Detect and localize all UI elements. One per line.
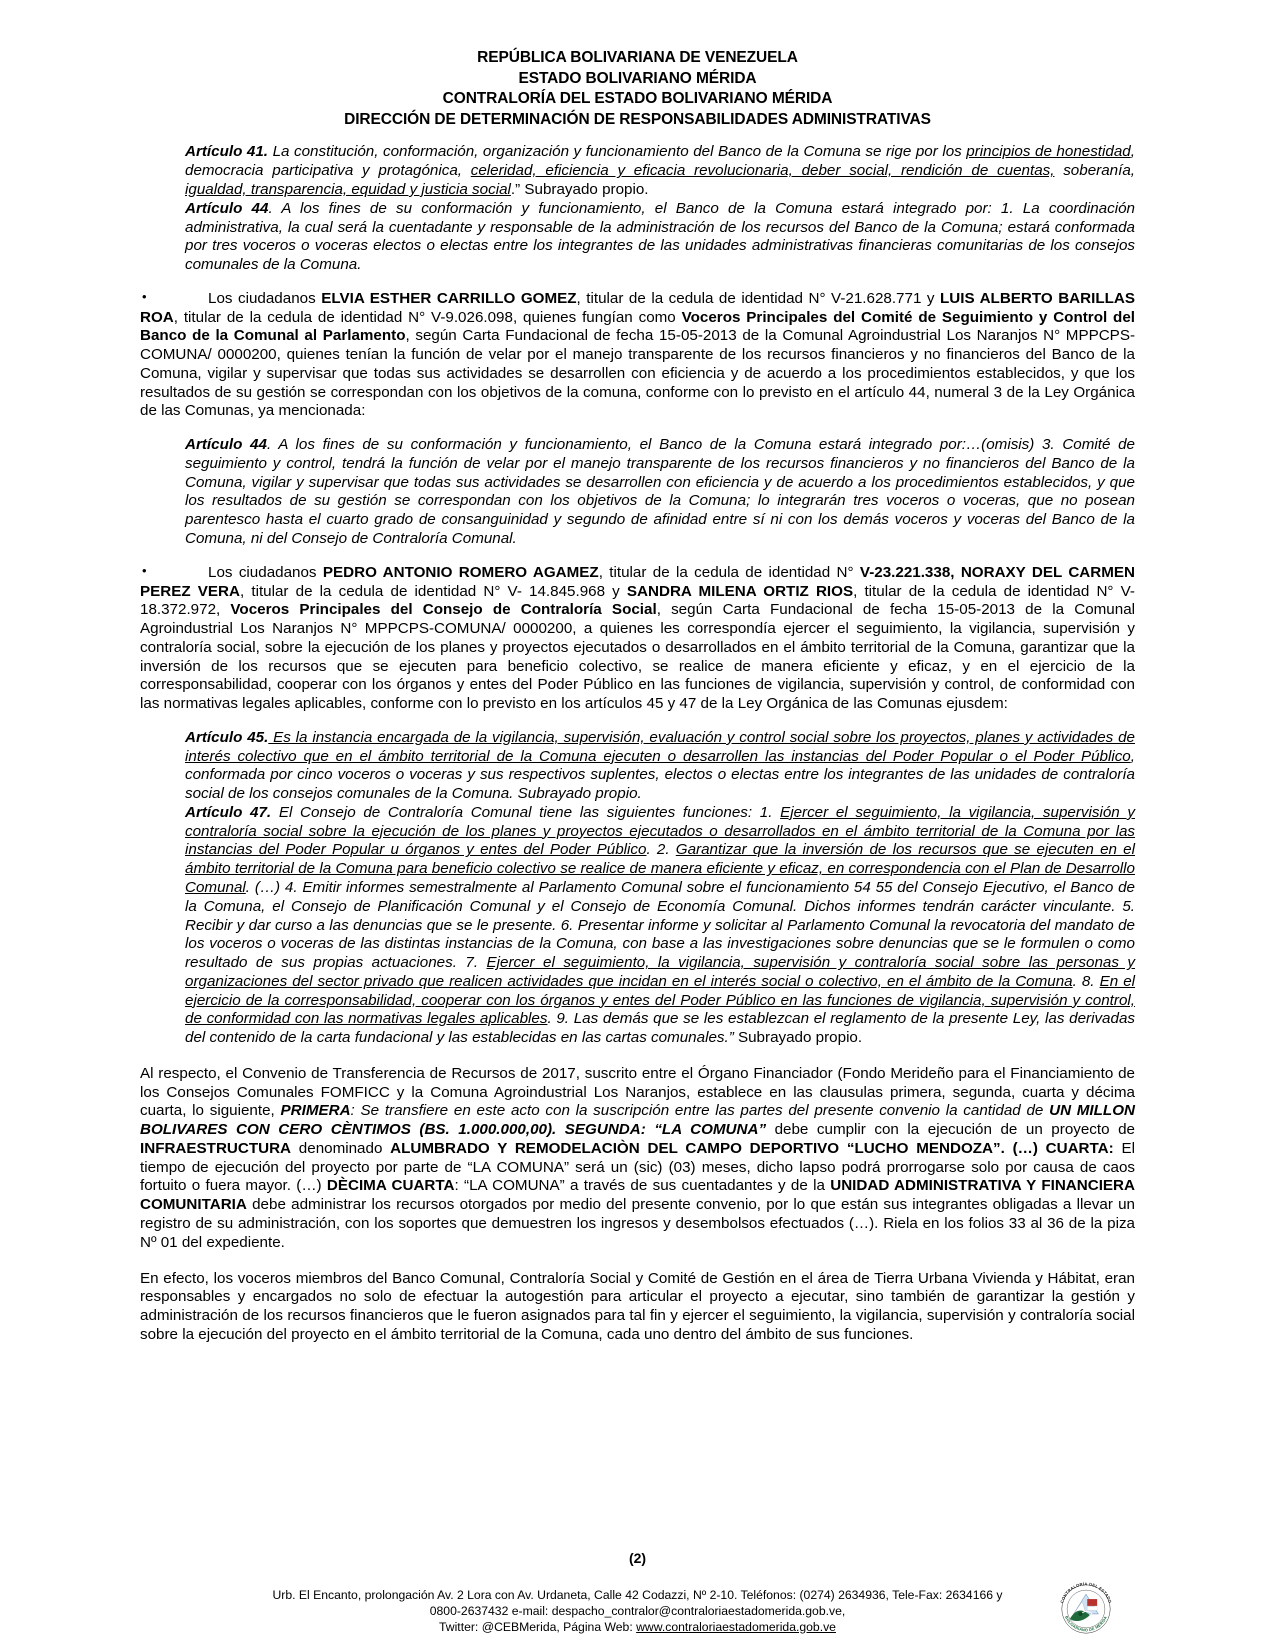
bullet-1-text-1: Los ciudadanos	[208, 289, 322, 307]
bullet-icon	[140, 564, 208, 583]
footer-web-line	[140, 1620, 1135, 1636]
articulo-45-paragraph	[185, 729, 1135, 804]
articulo-47-text-5: . 9. Las demás que se les establezcan el reglamento de la presente Ley, las derivadas del contenido de la carta fundacional y las establecidas en las cartas comunales.”	[185, 1010, 1135, 1047]
articulo-41-text-1: La constitución, conformación, organización y funcionamiento del Banco de la Comuna se rige por los	[268, 143, 967, 161]
bullet-2-name-1: PEDRO ANTONIO ROMERO AGAMEZ	[322, 563, 599, 581]
articulo-47-label: Artículo 47.	[185, 803, 272, 821]
articulo-47-text-4: . 8.	[1072, 972, 1100, 990]
convenio-text-4: El tiempo de ejecución del proyecto por parte de “LA COMUNA” será un (sic) (03) meses, dicho lapso podrá prorrogarse solo por causa de caos fortuito o fuera mayor. (…)	[140, 1139, 1135, 1195]
articulo-44-inline-text: . A los fines de su conformación y funcionamiento, el Banco de la Comuna estará integrado por: 1. La coordinación administrativa, la cual será la cuentadante y responsable de la administración de los recursos del Banco de la Comuna; estará conformada por tres voceros o voceras electos o electas entre los integrantes de las unidades administrativas financieras comunitarias de los consejos comunales de la Comuna.	[185, 199, 1135, 274]
articulo-44-inline-label: Artículo 44	[185, 199, 269, 217]
footer-website-link[interactable]: www.contraloriaestadomerida.gob.ve	[636, 1619, 836, 1634]
convenio-amount: UN MILLON BOLIVARES CON CERO CÈNTIMOS (BS. 1.000.000,00). SEGUNDA: “LA COMUNA”	[140, 1102, 1135, 1139]
document-header	[140, 48, 1135, 130]
articulo-47-underline-1: Ejercer el seguimiento, la vigilancia, supervisión y contraloría social sobre la ejecución de los planes y proyectos ejecutados o desarrollados en el ámbito territorial de la Comuna por las instancias del Poder Popular u órganos y entes del Poder Público	[185, 803, 1135, 859]
header-line-direccion: DIRECCIÓN DE DETERMINACIÓN DE RESPONSABILIDADES ADMINISTRATIVAS	[344, 110, 931, 128]
convenio-text-2: debe cumplir con la ejecución de un proyecto de	[766, 1121, 1135, 1139]
bullet-paragraph-2	[140, 564, 1135, 714]
svg-text:CONTRALORÍA DEL ESTADO: CONTRALORÍA DEL ESTADO	[1059, 1581, 1113, 1604]
bullet-2-role: Voceros Principales del Consejo de Contraloría Social	[230, 601, 657, 619]
bullet-1-text-4: , según Carta Fundacional de fecha 15-05-2013 de la Comunal Agroindustrial Los Naranjos N° MPPCPS-COMUNA/ 0000200, quienes tenían la función de velar por el manejo transparente de los recursos financieros y no financieros del Banco de la Comuna, vigilar y supervisar que todas sus actividades se desarrollen con eficiencia y de acuerdo a los procedimientos establecidos, y que los resultados de su gestión se correspondan con los objetivos de la comuna, conforme con lo previsto en el artículo 44, numeral 3 de la Ley Orgánica de las Comunas, ya mencionada:	[140, 327, 1136, 420]
bullet-1-role: Voceros Principales del Comité de Seguimiento y Control del Banco de la Comunal al Parlamento	[140, 308, 1135, 345]
articulo-44-block-text: . A los fines de su conformación y funcionamiento, el Banco de la Comuna estará integrado por:…(omisis) 3. Comité de seguimiento y control, tendrá la función de velar por el manejo transparente de los recursos financieros y no financieros del Banco de la Comuna, vigilar y supervisar que todas sus actividades se desarrollen con eficiencia y de acuerdo a los procedimientos establecidos, y que los resultados de su gestión se correspondan con los objetivos de la Comuna; lo integrarán tres voceros o voceras, que no posean parentesco hasta el cuarto grado de consanguinidad y segundo de afinidad entre sí ni con los demás voceros y voceras del Banco de la Comuna, ni del Consejo de Contraloría Comunal.	[185, 436, 1135, 547]
articulo-41-text-4: .” Subrayado propio.	[510, 180, 649, 198]
bullet-1-text-3: , titular de la cedula de identidad N° V-9.026.098, quienes fungían como	[173, 308, 682, 326]
articulo-47-text-2: . 2.	[646, 841, 676, 859]
articulo-41-underline-1: principios de honestidad	[966, 143, 1131, 161]
articulo-47-text-1: El Consejo de Contraloría Comunal tiene las siguientes funciones: 1.	[271, 803, 781, 821]
convenio-unidad: UNIDAD ADMINISTRATIVA Y FINANCIERA COMUNITARIA	[140, 1177, 1135, 1214]
convenio-text-6: debe administrar los recursos otorgados por medio del presente convenio, por lo que están sus integrantes obligadas a llevar un registro de su administración, con los soportes que demuestren los ingresos y desembolsos efectuados (…). Riela en los folios 33 al 36 de la piza Nº 01 del expediente.	[140, 1196, 1135, 1251]
articulo-44-block-paragraph	[185, 436, 1135, 549]
articulo-45-label: Artículo 45.	[185, 728, 269, 746]
articulo-47-text-3: . (…) 4. Emitir informes semestralmente al Parlamento Comunal sobre el funcionamiento 54 55 del Consejo Ejecutivo, el Banco de la Comuna, el Consejo de Planificación Comunal y el Consejo de Economía Comunal. Dichos informes tendrán carácter vinculante. 5. Recibir y dar curso a las denuncias que se le presente. 6. Presentar informe y solicitar al Parlamento Comunal la revocatoria del mandato de los voceros o voceras de las distintas instancias de la Comuna, con base a las investigaciones sobre denuncias que se le formulen o como resultado de sus propias actuaciones. 7.	[185, 879, 1135, 972]
articulo-41-text-3: soberanía,	[1054, 162, 1135, 180]
page-number: (2)	[628, 1550, 647, 1566]
articulo-47-paragraph	[185, 804, 1135, 1048]
articulo-41-underline-2: celeridad, eficiencia y eficacia revolucionaria, deber social, rendición de cuentas,	[470, 162, 1055, 180]
bullet-2-name-2: V-23.221.338, NORAXY DEL CARMEN PEREZ VERA	[140, 563, 1135, 600]
articulo-47-underline-2: Garantizar que la inversión de los recursos que se ejecuten en el ámbito territorial de la Comuna para beneficio colectivo se realice de manera eficiente y eficaz, en correspondencia con el Plan de Desarrollo Comunal	[185, 841, 1135, 896]
footer-email-line: 0800-2637432 e-mail: despacho_contralor@contraloriaestadomerida.gob.ve,	[429, 1603, 846, 1618]
bullet-2-name-3: SANDRA MILENA ORTIZ RIOS	[626, 582, 854, 600]
footer-twitter-label: Twitter: @CEBMerida, Página Web:	[439, 1619, 637, 1634]
svg-text:BOLIVARIANO DE MÉRIDA: BOLIVARIANO DE MÉRIDA	[1064, 1615, 1108, 1633]
header-line-state: ESTADO BOLIVARIANO MÉRIDA	[518, 69, 757, 87]
bullet-2-text-3: , titular de la cedula de identidad N° V- 14.845.968 y	[239, 582, 627, 600]
convenio-clause-primera: PRIMERA	[280, 1102, 351, 1120]
convenio-italic-1: : Se transfiere en este acto con la suscripción entre las partes del presente convenio la cantidad de	[350, 1102, 1050, 1120]
contraloria-seal	[1055, 1578, 1117, 1640]
bullet-2-text-5: , según Carta Fundacional de fecha 15-05-2013 de la Comunal Agroindustrial Los Naranjos N° MPPCPS-COMUNA/ 0000200, a quienes les correspondía ejercer el seguimiento, la vigilancia, supervisión y contraloría social, sobre la ejecución de los planes y proyectos ejecutados o desarrollados en el ámbito territorial de la Comuna, garantizar que la inversión de los recursos que se ejecuten para beneficio colectivo, se realice de manera eficiente y eficaz, y en el ejercicio de la corresponsabilidad, cooperar con los órganos y entes del Poder Público en las funciones de vigilancia, supervisión y control, de conformidad con las normativas legales aplicables, conforme con lo previsto en los artículos 45 y 47 de la Ley Orgánica de las Comunas ejusdem:	[140, 601, 1136, 713]
convenio-clause-decima-cuarta: DÈCIMA CUARTA	[326, 1177, 455, 1195]
convenio-text-1: Al respecto, el Convenio de Transferencia de Recursos de 2017, suscrito entre el Órgano Financiador (Fondo Merideño para el Financiamiento de los Consejos Comunales FOMFICC y la Comuna Agroindustrial Los Naranjos, establece en las clausulas primera, segunda, cuarta y décima cuarta, lo siguiente,	[140, 1064, 1135, 1120]
document-footer	[140, 1588, 1135, 1636]
convenio-project-name: ALUMBRADO Y REMODELACIÒN DEL CAMPO DEPORTIVO “LUCHO MENDOZA”. (…) CUARTA:	[390, 1139, 1114, 1157]
articulo-44-block-label: Artículo 44	[185, 436, 267, 454]
bullet-icon	[140, 290, 208, 309]
header-line-republic: REPÚBLICA BOLIVARIANA DE VENEZUELA	[477, 49, 798, 66]
convenio-infraestructura: INFRAESTRUCTURA	[140, 1139, 292, 1157]
document-body	[140, 143, 1135, 1344]
bullet-2-text-4: , titular de la cedula de identidad N° V- 18.372.972,	[140, 582, 1135, 619]
articulo-41-text-2: , democracia participativa y protagónica,	[185, 143, 1135, 180]
footer-address-line: Urb. El Encanto, prolongación Av. 2 Lora con Av. Urdaneta, Calle 42 Codazzi, Nº 2-10. Teléfonos: (0274) 2634936, Tele-Fax: 2634166 y	[272, 1588, 1003, 1602]
articulo-41-underline-3: igualdad, transparencia, equidad y justicia social	[185, 180, 511, 198]
bullet-1-name-1: ELVIA ESTHER CARRILLO GOMEZ	[321, 289, 577, 307]
bullet-2-text-2: , titular de la cedula de identidad N°	[598, 563, 860, 581]
bullet-paragraph-1	[140, 290, 1135, 421]
articulo-41-paragraph	[185, 143, 1135, 199]
convenio-text-5: : “LA COMUNA” a través de sus cuentadantes y de la	[454, 1177, 831, 1195]
articulo-41-label: Artículo 41.	[185, 143, 269, 161]
bullet-1-text-2: , titular de la cedula de identidad N° V-21.628.771 y	[576, 289, 941, 307]
articulo-45-underline-1: Es la instancia encargada de la vigilancia, supervisión, evaluación y control social sobre los proyectos, planes y actividades de interés colectivo que en el ámbito territorial de la Comuna ejecuten o desarrollen las instancias del Poder Popular o el Poder Público	[185, 728, 1135, 765]
articulo-47-underline-3: Ejercer el seguimiento, la vigilancia, supervisión y contraloría social sobre las personas y organizaciones del sector privado que realicen actividades que incidan en el interés social o colectivo, en el ámbito de la Comuna	[185, 954, 1135, 990]
articulo-45-text-1: , conformada por cinco voceros o voceras y sus respectivos suplentes, electos o electas entre los integrantes de las unidades de contraloría social de los consejos comunales de la Comuna. Subrayado propio.	[185, 747, 1135, 803]
en-efecto-paragraph: En efecto, los voceros miembros del Banco Comunal, Contraloría Social y Comité de Gestión en el área de Tierra Urbana Vivienda y Hábitat, eran responsables y encargados no solo de efectuar la autogestión para articular el proyecto a ejecutar, sino también de garantizar la gestión y administración de los recursos financieros que le fueron asignados para tal fin y ejercer el seguimiento, la vigilancia, supervisión y contraloría social sobre la ejecución del proyecto en el ámbito territorial de la Comuna, cada uno dentro del ámbito de sus funciones.	[140, 1269, 1135, 1343]
convenio-paragraph	[140, 1065, 1135, 1253]
articulo-44-inline-paragraph	[185, 200, 1135, 275]
bullet-2-text-1: Los ciudadanos	[208, 563, 323, 581]
articulo-47-underline-4: En el ejercicio de la corresponsabilidad, cooperar con los órganos y entes del Poder Público en las funciones de vigilancia, supervisión y control, de conformidad con las normativas legales aplicables	[185, 972, 1136, 1028]
articulo-47-text-6: Subrayado propio.	[733, 1029, 863, 1047]
convenio-text-3: denominado	[291, 1139, 391, 1157]
bullet-1-name-2: LUIS ALBERTO BARILLAS ROA	[140, 289, 1135, 326]
header-line-contraloria: CONTRALORÍA DEL ESTADO BOLIVARIANO MÉRIDA	[442, 90, 833, 108]
